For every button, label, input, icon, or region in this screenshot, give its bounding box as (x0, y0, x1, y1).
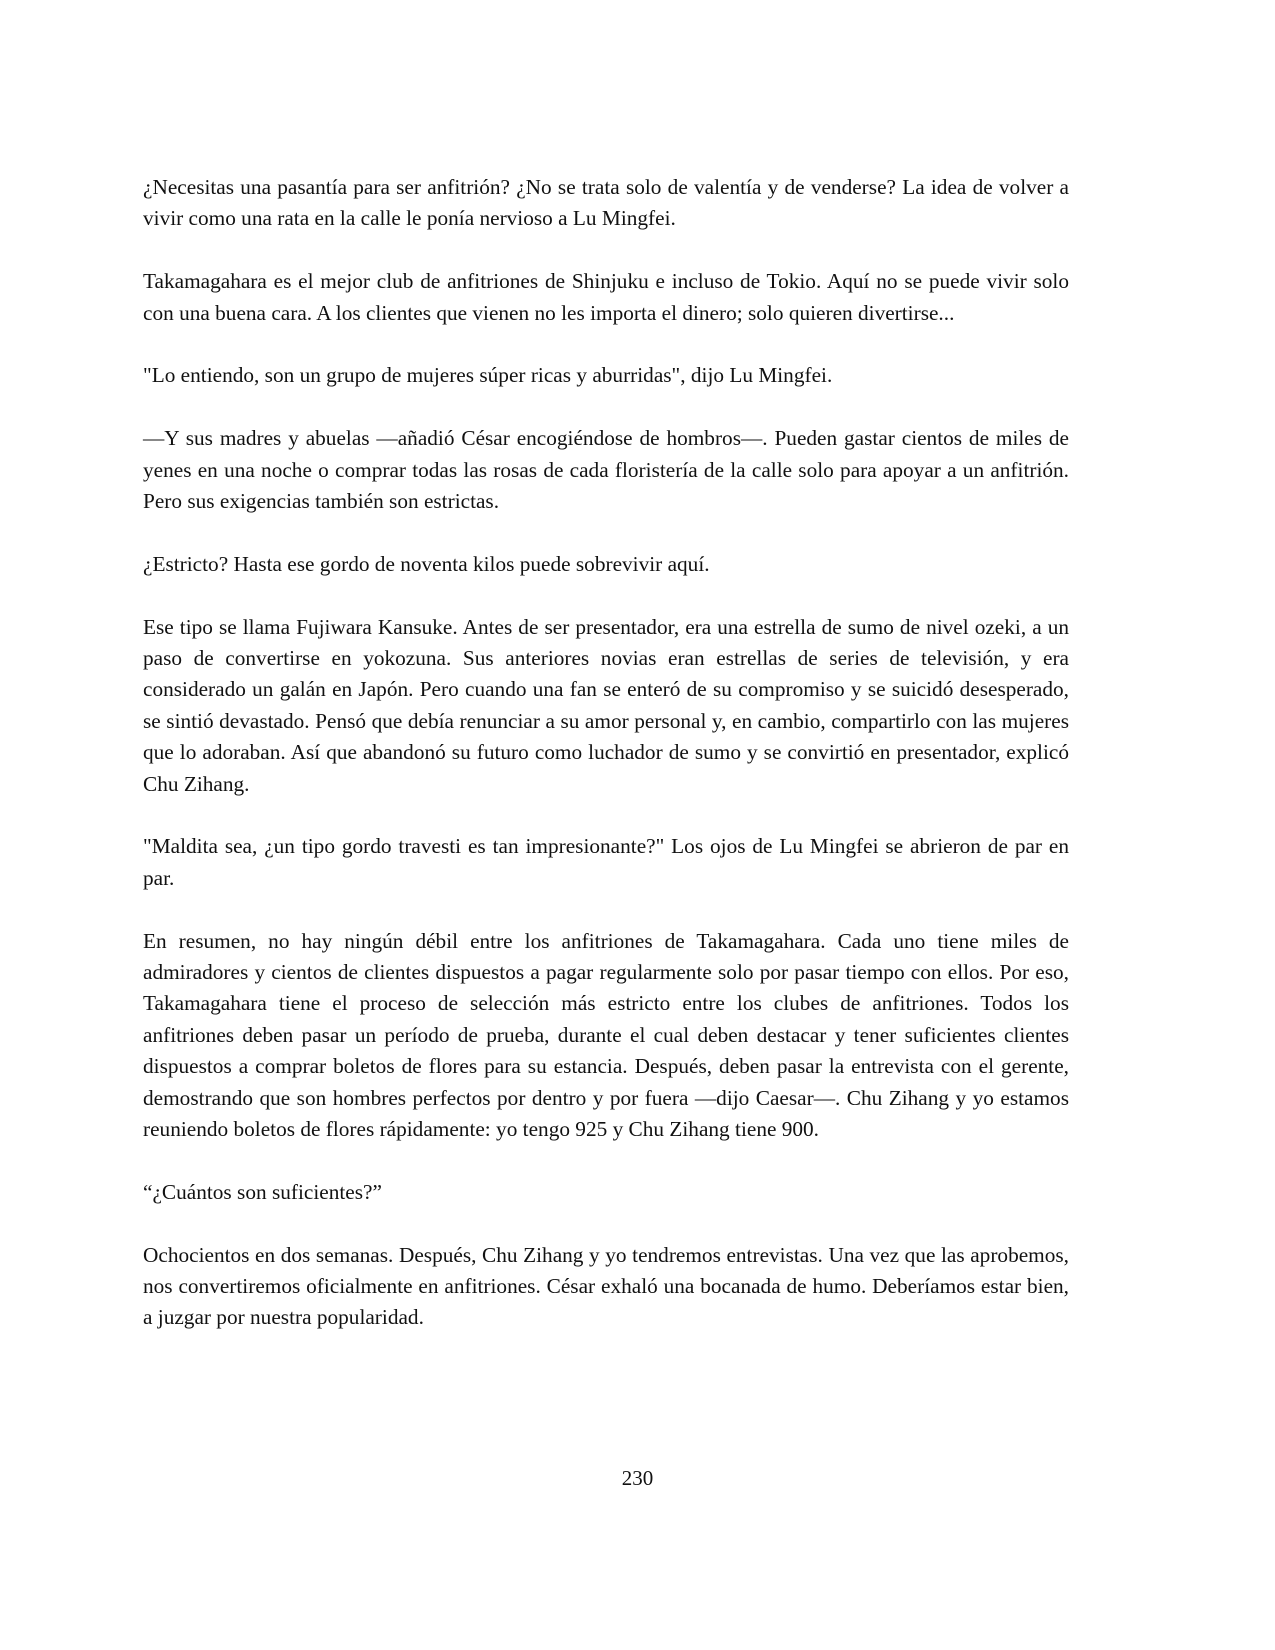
paragraph: "Maldita sea, ¿un tipo gordo travesti es tan impresionante?" Los ojos de Lu Mingfei se abrieron de par en par. (143, 834, 1069, 890)
page-number: 230 (621, 1466, 654, 1490)
paragraph: "Lo entiendo, son un grupo de mujeres súper ricas y aburridas", dijo Lu Mingfei. (143, 363, 833, 388)
paragraph: En resumen, no hay ningún débil entre los anfitriones de Takamagahara. Cada uno tiene miles de admiradores y cientos de clientes dispuestos a pagar regularmente solo por pasar tiempo con ellos. Por eso, Takamagahara tiene el proceso de selección más estricto entre los clubes de anfitriones. Todos los anfitriones deben pasar un período de prueba, durante el cual deben destacar y tener suficientes clientes dispuestos a comprar boletos de flores para su estancia. Después, deben pasar la entrevista con el gerente, demostrando que son hombres perfectos por dentro y por fuera —dijo Caesar—. Chu Zihang y yo estamos reuniendo boletos de flores rápidamente: yo tengo 925 y Chu Zihang tiene 900. (143, 928, 1069, 1142)
paragraph: ¿Estricto? Hasta ese gordo de noventa kilos puede sobrevivir aquí. (143, 551, 710, 576)
paragraph: Ese tipo se llama Fujiwara Kansuke. Antes de ser presentador, era una estrella de sumo de nivel ozeki, a un paso de convertirse en yokozuna. Sus anteriores novias eran estrellas de series de televisión, y era considerado un galán en Japón. Pero cuando una fan se enteró de su compromiso y se suicidó desesperado, se sintió devastado. Pensó que debía renunciar a su amor personal y, en cambio, compartirlo con las mujeres que lo adoraban. Así que abandonó su futuro como luchador de sumo y se convirtió en presentador, explicó Chu Zihang. (143, 614, 1069, 796)
paragraph: Takamagahara es el mejor club de anfitriones de Shinjuku e incluso de Tokio. Aquí no se puede vivir solo con una buena cara. A los clientes que vienen no les importa el dinero; solo quieren divertirse... (143, 269, 1069, 325)
paragraph: Ochocientos en dos semanas. Después, Chu Zihang y yo tendremos entrevistas. Una vez que las aprobemos, nos convertiremos oficialmente en anfitriones. César exhaló una bocanada de humo. Deberíamos estar bien, a juzgar por nuestra popularidad. (143, 1242, 1069, 1330)
paragraph: ¿Necesitas una pasantía para ser anfitrión? ¿No se trata solo de valentía y de venderse? La idea de volver a vivir como una rata en la calle le ponía nervioso a Lu Mingfei. (143, 175, 1069, 231)
paragraph: “¿Cuántos son suficientes?” (143, 1179, 382, 1204)
page-body (143, 172, 1069, 1365)
paragraph: —Y sus madres y abuelas —añadió César encogiéndose de hombros—. Pueden gastar cientos de miles de yenes en una noche o comprar todas las rosas de cada floristería de la calle solo para apoyar a un anfitrión. Pero sus exigencias también son estrictas. (143, 426, 1069, 514)
